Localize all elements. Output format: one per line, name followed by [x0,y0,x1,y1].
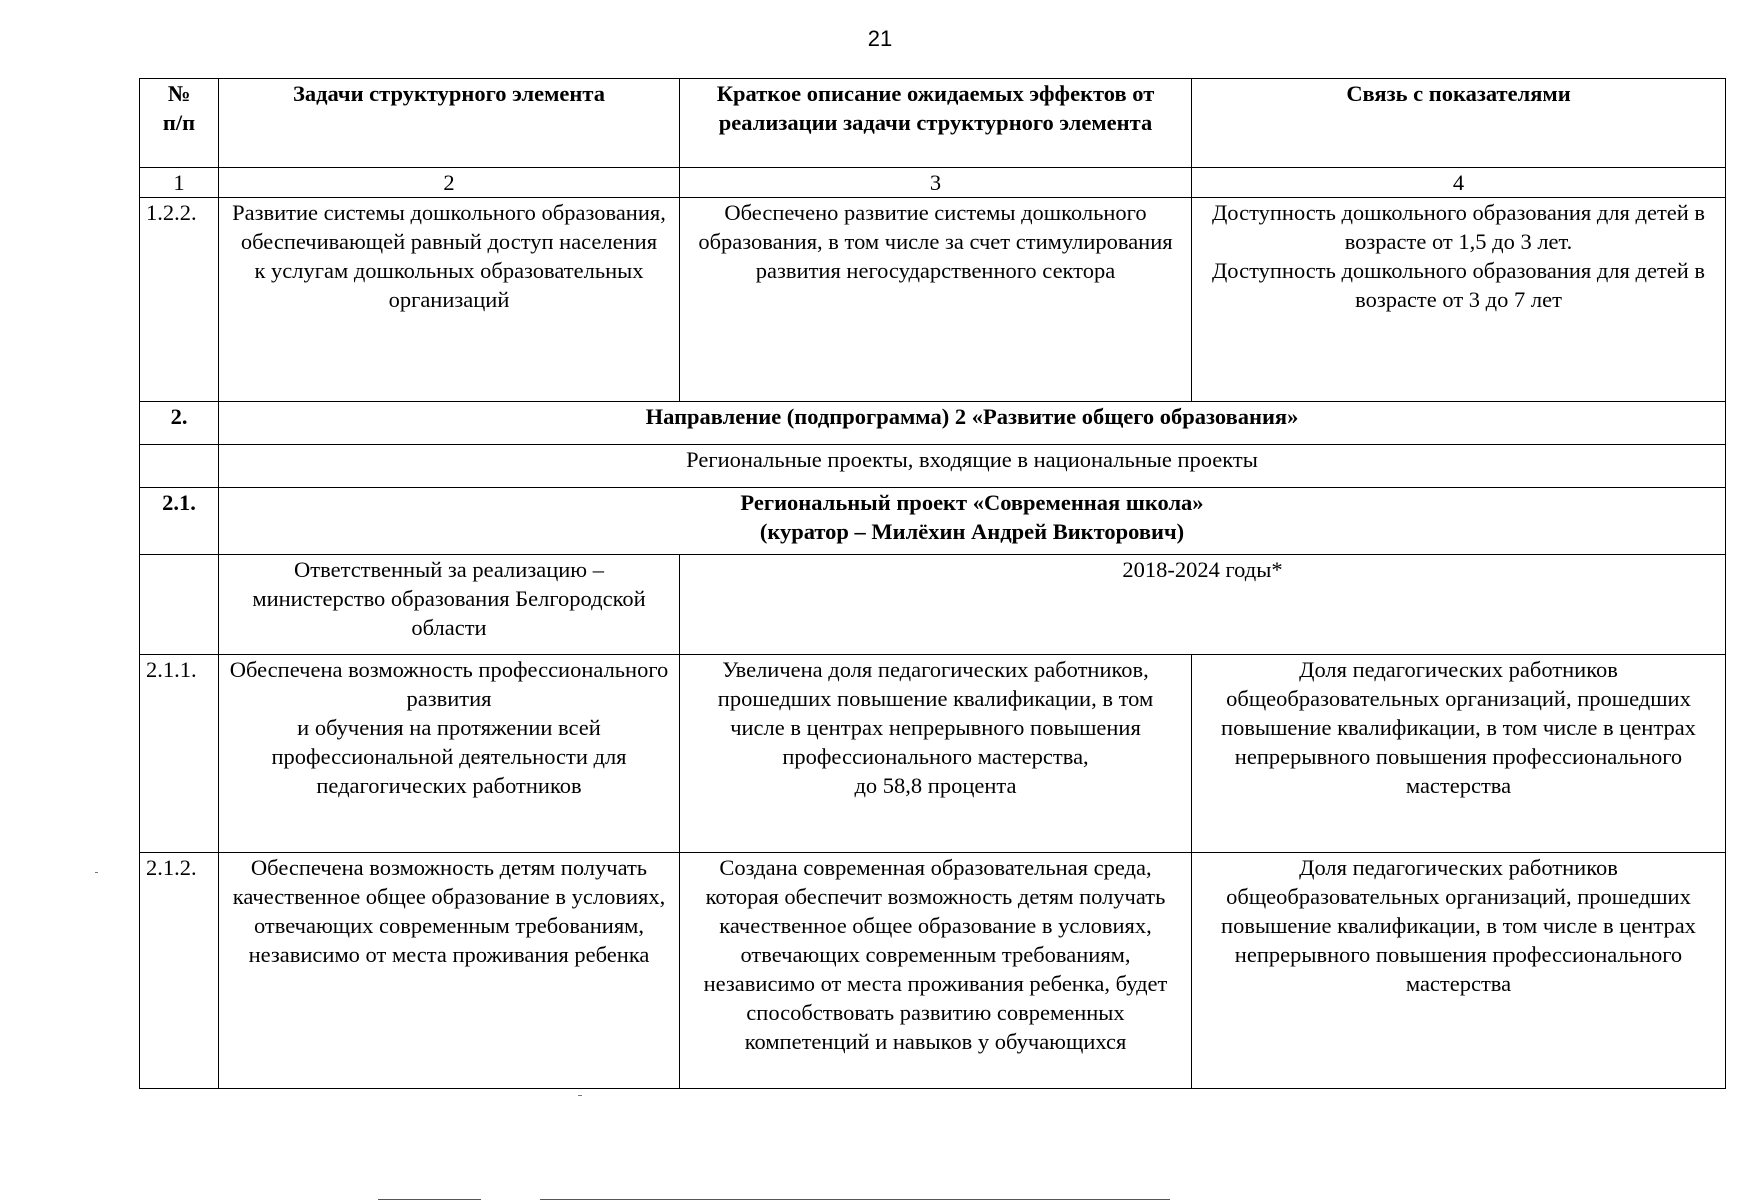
column-index: 2 [219,168,680,198]
empty-cell [140,445,219,488]
table-row [140,198,1726,402]
row-number: 2.1.1. [140,655,219,853]
effect-cell: Увеличена доля педагогических работников, прошедших повышение квалификации, в том числе в центрах непрерывного повышения профессионального мастерства, до 58,8 процента [680,655,1192,853]
project-number: 2.1. [140,488,219,555]
header-effects: Краткое описание ожидаемых эффектов от реализации задачи структурного элемента [680,79,1192,168]
column-index-row [140,168,1726,198]
indicator-cell: Доля педагогических работников общеобразовательных организаций, прошедших повышение квалификации, в том числе в центрах непрерывного повышения профессионального мастерства [1192,655,1726,853]
column-index: 3 [680,168,1192,198]
indicator-cell: Доля педагогических работников общеобразовательных организаций, прошедших повышение квалификации, в том числе в центрах непрерывного повышения профессионального мастерства [1192,853,1726,1089]
scan-artifact [95,872,98,873]
regional-projects-row [140,445,1726,488]
table-row [140,853,1726,1089]
scan-artifact [578,1095,582,1096]
regional-projects-title: Региональные проекты, входящие в национальные проекты [219,445,1726,488]
section-title: Направление (подпрограмма) 2 «Развитие общего образования» [219,402,1726,445]
table-header-row [140,79,1726,168]
project-row [140,488,1726,555]
page-number: 21 [867,26,893,51]
header-indicators: Связь с показателями [1192,79,1726,168]
header-num: № п/п [140,79,219,168]
task-cell: Обеспечена возможность профессионального развития и обучения на протяжении всей профессиональной деятельности для педагогических работников [219,655,680,853]
period-cell: 2018-2024 годы* [680,555,1726,655]
task-cell: Развитие системы дошкольного образования, обеспечивающей равный доступ населения к услугам дошкольных образовательных организаций [219,198,680,402]
header-tasks: Задачи структурного элемента [219,79,680,168]
indicator-cell: Доступность дошкольного образования для детей в возрасте от 1,5 до 3 лет. Доступность дошкольного образования для детей в возрасте от 3 до 7 лет [1192,198,1726,402]
structural-elements-table [139,78,1726,1089]
column-index: 1 [140,168,219,198]
effect-cell: Создана современная образовательная среда, которая обеспечит возможность детям получать качественное общее образование в условиях, отвечающих современным требованиям, независимо от места проживания ребенка, будет способствовать развитию современных компетенций и навыков у обучающихся [680,853,1192,1089]
table-row [140,655,1726,853]
effect-cell: Обеспечено развитие системы дошкольного образования, в том числе за счет стимулирования развития негосударственного сектора [680,198,1192,402]
row-number: 1.2.2. [140,198,219,402]
task-cell: Обеспечена возможность детям получать качественное общее образование в условиях, отвечающих современным требованиям, независимо от места проживания ребенка [219,853,680,1089]
responsible-cell: Ответственный за реализацию – министерство образования Белгородской области [219,555,680,655]
section-number: 2. [140,402,219,445]
column-index: 4 [1192,168,1726,198]
row-number: 2.1.2. [140,853,219,1089]
empty-cell [140,555,219,655]
responsible-row [140,555,1726,655]
section-row [140,402,1726,445]
project-title: Региональный проект «Современная школа» (куратор – Милёхин Андрей Викторович) [219,488,1726,555]
